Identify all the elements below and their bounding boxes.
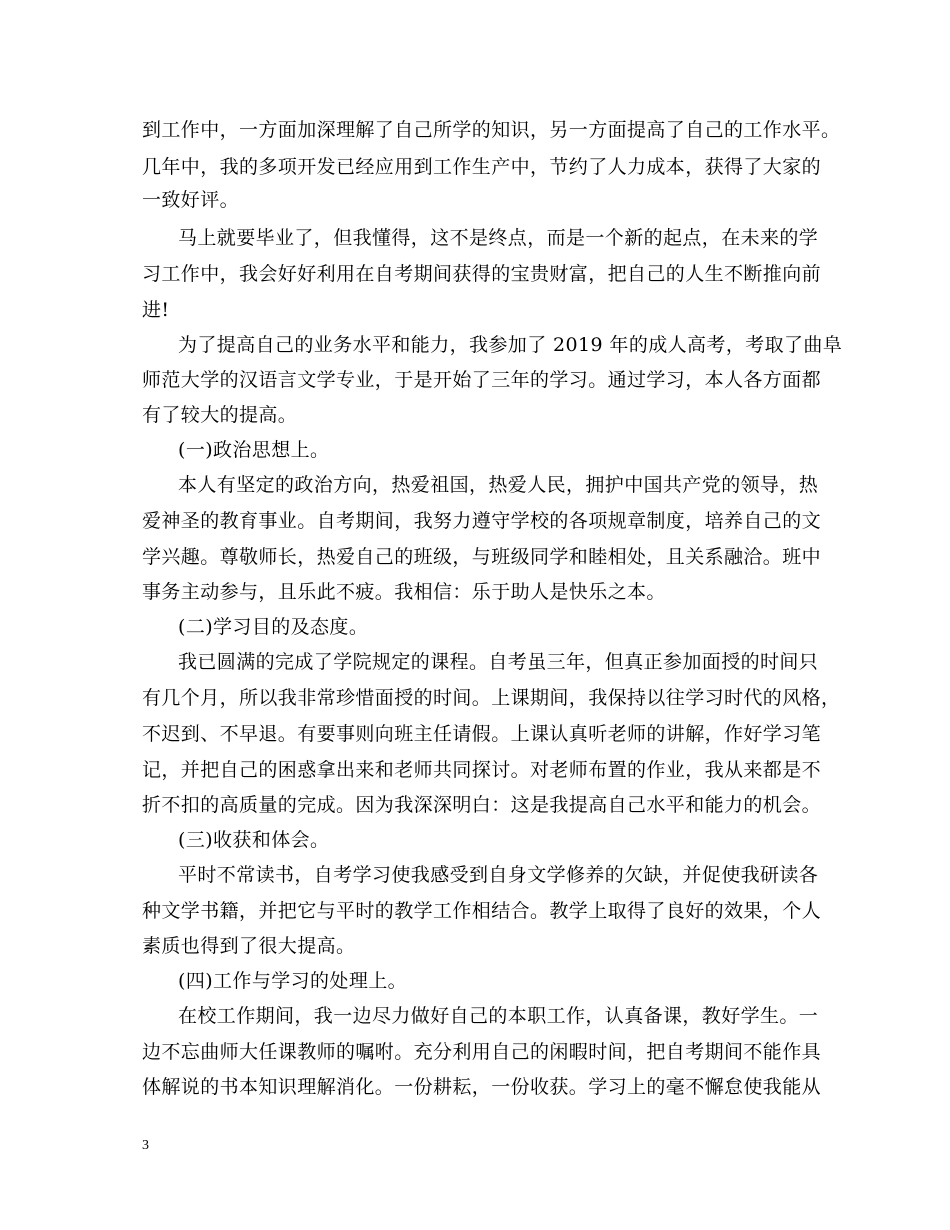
paragraph-line: 马上就要毕业了，但我懂得，这不是终点，而是一个新的起点，在未来的学 [178,227,819,249]
paragraph-line: 有了较大的提高。 [142,404,298,426]
paragraph-line: 我已圆满的完成了学院规定的课程。自考虽三年，但真正参加面授的时间只 [178,651,819,673]
section-heading: (一)政治思想上。 [178,439,330,461]
section-heading: (三)收获和体会。 [178,829,330,851]
paragraph-line: 体解说的书本知识理解消化。一份耕耘，一份收获。学习上的毫不懈怠使我能从 [142,1076,822,1098]
paragraph-line: 有几个月，所以我非常珍惜面授的时间。上课期间，我保持以往学习时代的风格， [142,687,841,709]
paragraph-line: 不迟到、不早退。有要事则向班主任请假。上课认真听老师的讲解，作好学习笔 [142,723,822,745]
paragraph-line: 爱神圣的教育事业。自考期间，我努力遵守学校的各项规章制度，培养自己的文 [142,510,822,532]
paragraph-line: 一致好评。 [142,189,240,211]
paragraph-line: 学兴趣。尊敬师长，热爱自己的班级，与班级同学和睦相处，且关系融洽。班中 [142,546,822,568]
paragraph-line: 为了提高自己的业务水平和能力，我参加了 2019 年的成人高考，考取了曲阜 [178,334,843,356]
paragraph-line: 种文学书籍，并把它与平时的教学工作相结合。教学上取得了良好的效果，个人 [142,900,822,922]
paragraph-line: 进! [142,299,170,321]
page-number: 3 [142,1138,149,1153]
paragraph-line: 本人有坚定的政治方向，热爱祖国，热爱人民，拥护中国共产党的领导，热 [178,474,819,496]
section-heading: (四)工作与学习的处理上。 [178,970,408,992]
paragraph-line: 边不忘曲师大任课教师的嘱咐。充分利用自己的闲暇时间，把自考期间不能作具 [142,1041,822,1063]
paragraph-line: 师范大学的汉语言文学专业，于是开始了三年的学习。通过学习，本人各方面都 [142,369,822,391]
paragraph-line: 事务主动参与，且乐此不疲。我相信：乐于助人是快乐之本。 [142,581,666,603]
paragraph-line: 记，并把自己的困惑拿出来和老师共同探讨。对老师布置的作业，我从来都是不 [142,759,822,781]
paragraph-line: 平时不常读书，自考学习使我感受到自身文学修养的欠缺，并促使我研读各 [178,864,819,886]
paragraph-line: 折不扣的高质量的完成。因为我深深明白：这是我提高自己水平和能力的机会。 [142,794,822,816]
paragraph-line: 几年中，我的多项开发已经应用到工作生产中，节约了人力成本，获得了大家的 [142,156,822,178]
paragraph-line: 到工作中，一方面加深理解了自己所学的知识，另一方面提高了自己的工作水平。 [142,119,841,141]
paragraph-line: 在校工作期间，我一边尽力做好自己的本职工作，认真备课，教好学生。一 [178,1005,819,1027]
paragraph-line: 习工作中，我会好好利用在自考期间获得的宝贵财富，把自己的人生不断推向前 [142,263,822,285]
paragraph-line: 素质也得到了很大提高。 [142,935,356,957]
section-heading: (二)学习目的及态度。 [178,616,369,638]
